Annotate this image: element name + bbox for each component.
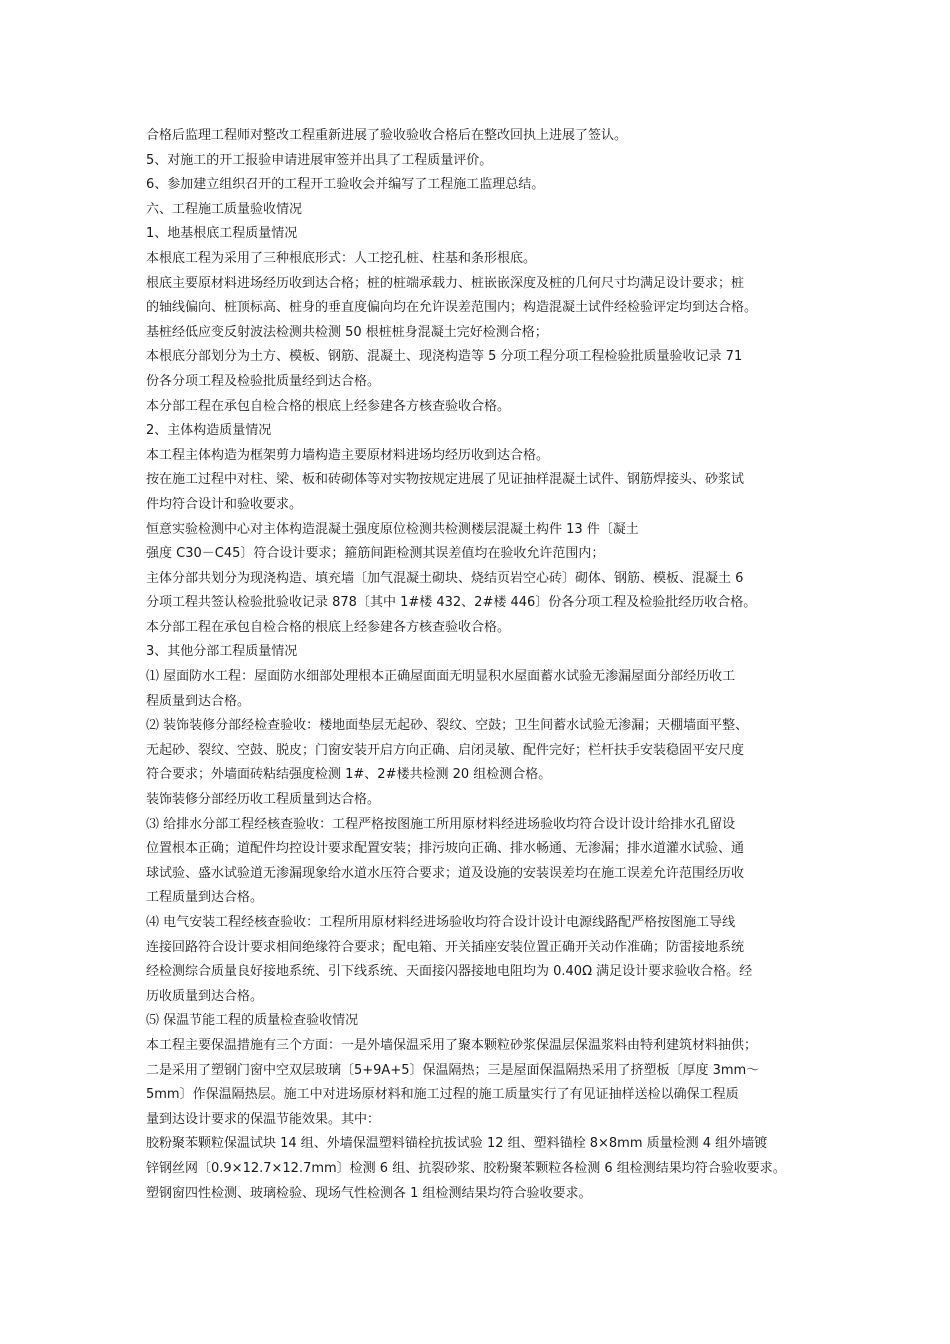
text-line: 份各分项工程及检验批质量经到达合格。 <box>146 373 381 389</box>
text-line: 连接回路符合设计要求相间绝缘符合要求；配电箱、开关插座安装位置正确开关动作准确；防雷接地系统 <box>146 939 745 955</box>
text-line: 分项工程共签认检验批验收记录 878〔其中 1#楼 432、2#楼 446〕份各分项工程及检验批经历收合格。 <box>146 595 757 611</box>
text-line: 位置根本正确；道配件均控设计要求配置安装；排污坡向正确、排水畅通、无渗漏；排水道灌水试验、通 <box>146 841 745 857</box>
subsection-heading: 2、主体构造质量情况 <box>146 423 272 439</box>
text-line: 程质量到达合格。 <box>146 693 251 709</box>
text-line: 按在施工过程中对柱、梁、板和砖砌体等对实物按规定进展了见证抽样混凝土试件、钢筋焊接头、砂浆试 <box>146 472 745 488</box>
text-line: 6、参加建立组织召开的工程开工验收会并编写了工程施工监理总结。 <box>146 177 545 193</box>
text-line: 件均符合设计和验收要求。 <box>146 496 303 512</box>
text-line: 本分部工程在承包自检合格的根底上经参建各方核查验收合格。 <box>146 398 511 414</box>
text-line: 的轴线偏向、桩顶标高、桩身的垂直度偏向均在允许误差范围内；构造混凝土试件经检验评定均到达合格。 <box>146 300 758 316</box>
text-line: ⑸ 保温节能工程的质量检查验收情况 <box>146 1013 359 1029</box>
text-line: 工程质量到达合格。 <box>146 890 264 906</box>
text-line: 基桩经低应变反射波法检测共检测 50 根桩桩身混凝土完好检测合格； <box>146 324 548 340</box>
text-line: 本工程主要保温措施有三个方面：一是外墙保温采用了聚本颗粒砂浆保温层保温浆料由特利建筑材料抽供； <box>146 1037 758 1053</box>
document-body <box>146 124 826 1206</box>
text-line: 历收质量到达合格。 <box>146 988 264 1004</box>
text-line: 主体分部共划分为现浇构造、填充墙〔加气混凝土砌块、烧结页岩空心砖〕砌体、钢筋、模板、混凝土 6 <box>146 570 744 586</box>
text-line: 合格后监理工程师对整改工程重新进展了验收验收合格后在整改回执上进展了签认。 <box>146 128 628 143</box>
text-line: ⑴ 屋面防水工程：屋面防水细部处理根本正确屋面面无明显积水屋面蓄水试验无渗漏屋面分部经历收工 <box>146 669 736 685</box>
text-line: 二是采用了塑钢门窗中空双层玻璃〔5+9A+5〕保温隔热；三是屋面保温隔热采用了挤塑板〔厚度 3mm～ <box>146 1062 760 1078</box>
text-line: 本分部工程在承包自检合格的根底上经参建各方核查验收合格。 <box>146 619 511 635</box>
text-line: 强度 C30－C45〕符合设计要求；箍筋间距检测其误差值均在验收允许范围内； <box>146 546 605 562</box>
text-line: 本根底分部划分为土方、模板、钢筋、混凝土、现浇构造等 5 分项工程分项工程检验批质量验收记录 71 <box>146 349 743 365</box>
text-line: 本根底工程为采用了三种根底形式：人工挖孔桩、柱基和条形根底。 <box>146 250 537 266</box>
text-line: 量到达设计要求的保温节能效果。其中： <box>146 1111 381 1127</box>
text-line: 胶粉聚苯颗粒保温试块 14 组、外墙保温塑料锚栓抗拔试验 12 组、塑料锚栓 8×8mm 质量检测 4 组外墙镀 <box>146 1136 768 1152</box>
section-heading: 六、工程施工质量验收情况 <box>146 201 303 217</box>
text-line: 装饰装修分部经历收工程质量到达合格。 <box>146 792 381 808</box>
text-line: 锌钢丝网〔0.9×12.7×12.7mm〕检测 6 组、抗裂砂浆、胶粉聚苯颗粒各检测 6 组检测结果均符合验收要求。 <box>146 1160 786 1176</box>
text-line: 经检测综合质量良好接地系统、引下线系统、天面接闪器接地电阻均为 0.40Ω 满足设计要求验收合格。经 <box>146 964 753 980</box>
text-line: ⑷ 电气安装工程经核查验收：工程所用原材料经进场验收均符合设计设计电源线路配严格按图施工导线 <box>146 915 736 930</box>
text-line: 塑钢窗四性检测、玻璃检验、现场气性检测各 1 组检测结果均符合验收要求。 <box>146 1185 592 1201</box>
text-line: 根底主要原材料进场经历收到达合格；桩的桩端承载力、桩嵌嵌深度及桩的几何尺寸均满足设计要求；桩 <box>146 275 745 291</box>
subsection-heading: 1、地基根底工程质量情况 <box>146 226 298 242</box>
text-line: ⑵ 装饰装修分部经检查验收：楼地面垫层无起砂、裂纹、空鼓；卫生间蓄水试验无渗漏；天棚墙面平整、 <box>146 718 749 734</box>
subsection-heading: 3、其他分部工程质量情况 <box>146 644 298 660</box>
text-line: 符合要求；外墙面砖粘结强度检测 1#、2#楼共检测 20 组检测合格。 <box>146 767 552 783</box>
text-line: ⑶ 给排水分部工程经核查验收：工程严格按图施工所用原材料经进场验收均符合设计设计给排水孔留设 <box>146 816 736 832</box>
text-line: 5mm〕作保温隔热层。施工中对进场原材料和施工过程的施工质量实行了有见证抽样送检以确保工程质 <box>146 1087 739 1103</box>
text-line: 5、对施工的开工报验申请进展审签并出具了工程质量评价。 <box>146 152 493 168</box>
text-line: 球试验、盛水试验道无渗漏现象给水道水压符合要求；道及设施的安装误差均在施工误差允许范围经历收 <box>146 865 745 881</box>
text-line: 无起砂、裂纹、空鼓、脱皮；门窗安装开启方向正确、启闭灵敏、配件完好；栏杆扶手安装稳固平安尺度 <box>146 742 745 758</box>
text-line: 恒意实验检测中心对主体构造混凝土强度原位检测共检测楼层混凝土构件 13 件〔凝土 <box>146 521 639 537</box>
text-line: 本工程主体构造为框架剪力墙构造主要原材料进场均经历收到达合格。 <box>146 447 550 463</box>
